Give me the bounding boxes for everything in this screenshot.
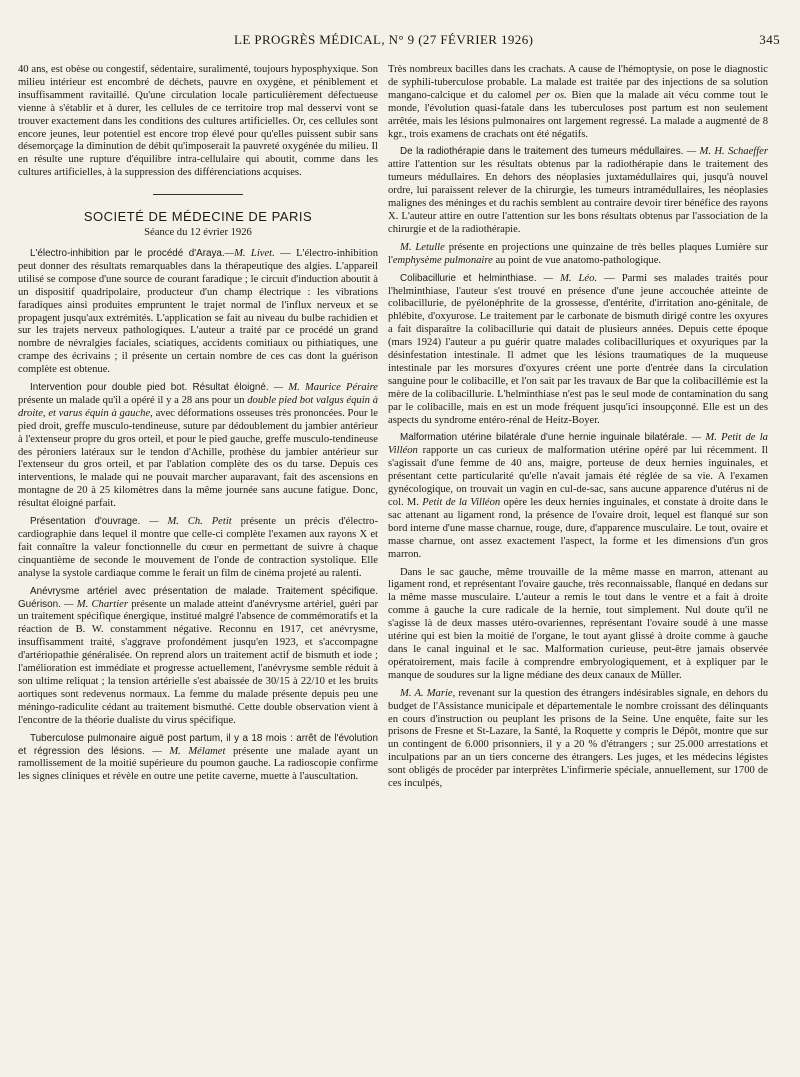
article-author: — M. Petit de la Villéon	[388, 432, 768, 457]
article-body: présente un précis d'électro-cardiographie dans lequel il montre que celle-ci complète l'examen aux rayons X et fait connaître la valeur fonctionnelle du cœur en permettant de suivre à chaque cinquantième de seconde le mouvement de l'onde de contraction systolique. Elle analyse la systole cardiaque comme le ferait un film de cinéma projeté au ralenti.	[18, 516, 379, 579]
article-italic: double pied bot valgus équin à droite, et varus équin à gauche,	[18, 394, 378, 419]
article-body: présente un malade qu'il a opéré il y a 28 ans pour un	[18, 394, 248, 406]
article-body: Très nombreux bacilles dans les crachats. A cause de l'hémoptysie, on pose le diagnostic de syphili-tuberculose probable. La malade est traitée par des injections de sa solution mangano-calcique et du calomel	[388, 64, 768, 101]
intro-paragraph: 40 ans, est obèse ou congestif, sédentaire, suralimenté, toujours hyposphyxique. Son milieu intérieur est encombré de déchets, pauvre en oxygène, et péniblement et insuffisamment ravitaillé. Qu'une circulation locale particulièrement défectueuse vienne à s'établir et à durer, les cellules de ce territoire trop mal desservi vont se trouver exactement dans les conditions des cultures artificielles. Or, ces cellules sont encore jeunes, leur potentiel est encore trop élevé pour qu'elles puissent subir sans désemorçage la diminution de débit qu'imposerait la pauvreté oxygénée du milieu. Il en résulte une rupture d'équilibre intra-cellulaire qui aboutit, comme dans les cultures artificielles, à la suppression des différenciations acquises.	[18, 64, 378, 179]
article-body: — Parmi ses malades traités pour l'helminthiase, l'auteur s'est trouvé en présence d'une jeune accouchée atteinte de colibacillurie, de pyélonéphrite de la grossesse, d'entérite, d'irritation ano-génitale, de phlébite, d'oxyurose. Le traitement par le carbonate de bismuth dirigé contre les oxyures a fait disparaître la colibacillurie qui datait de plusieurs années. Depuis cette époque (mars 1924) l'auteur a pu guérir quatre malades colibacilluriques et oxyuriques par la désinfestation intestinale. Il admet que les lésions traumatiques de la muqueuse intestinale par les morsures d'oxyures créent une porte d'entrée dans la circulation sanguine pour le colibacille, et l'on sait par les travaux de Bar que la colibacillémie est la mère de la colibacillurie. L'helminthiase n'est pas le seul mode de contamination du sang par le colibacille, mais en est un mode fréquent jusqu'ici insoupçonné. Elle est un des aspects du syndrome entéro-rénal de Heitz-Boyer.	[388, 272, 769, 426]
article-anevrysme	[18, 586, 378, 728]
article-marie	[388, 688, 768, 791]
article-body: présente en projections une quinzaine de très belles plaques Lumière sur l'	[388, 241, 769, 266]
article-author: —M. Livet.	[224, 247, 275, 259]
article-body: rapporte un cas curieux de malformation utérine opéré par lui récemment. Il s'agissait d'une femme de 40 ans, maigre, porteuse de deux hernies inguinales, et présentant cette particularité qu'elle n'avait jamais été réglée de sa vie. A l'examen gynécologique, on trouvait un vagin en cul-de-sac, sans aucune apparence d'utérus ni de col. M.	[388, 445, 768, 508]
article-heading: Tuberculose pulmonaire aiguë post partum, il y a 18 mois : arrêt de l'évolution et régression des lésions.	[18, 732, 378, 757]
article-radiotherapie	[388, 146, 768, 236]
section-date: Séance du 12 évrier 1926	[144, 227, 252, 239]
article-malformation-continued: Dans le sac gauche, même trouvaille de la même masse en marron, attenant au ligament rond, et représentant l'ovaire gauche, très reconnaissable, flanqué en dedans sur la même masse musculaire. L'auteur a remis le tout dans le ventre et a fait à droite comme à gauche la cure radicale de la hernie, tout simplement. Nul doute qu'il ne s'agisse là de deux masses utéro-ovariennes, représentant l'ovaire soudé à une masse utérine qui est bien la moitié de l'organe, le tout ayant glissé à droite comme à gauche dans le canal inguinal et le sac. Malformation curieuse, peut-être jamais observée opératoirement, mais facile à comprendre embryologiquement, et à expliquer par le manque de soudures sur la ligne médiane des deux canaux de Müller.	[388, 566, 768, 681]
article-italic: Petit de la Villéon	[422, 497, 501, 508]
article-body: , revenant sur la question des étrangers indésirables signale, en dehors du budget de l'Assistance municipale et départementale le nombre croissant des délinquants en cours d'instruction ou peuplant les prisons de la Seine. Une enquête, faite sur les prisons de Fresne et St-Lazare, la Santé, la Roquette y compris le Dépôt, montre que sur un contingent de 6.000 prisonniers, il y a 20 % d'étrangers ; sur 25.000 arrestations et inculpations par an un tiers concerne des étrangers. Les juges, et les médecins légistes sont obligés de procéder par interprètes L'infirmerie spéciale, annuellement, sur 1700 de ces inculpés,	[388, 687, 768, 790]
article-heading: L'électro-inhibition par le procédé d'Araya.	[30, 247, 225, 259]
article-tuberculose	[18, 733, 378, 785]
page-number: 345	[759, 32, 780, 47]
article-author: — M. Chartier	[60, 598, 128, 610]
article-letulle	[388, 242, 768, 268]
section-divider	[153, 194, 243, 195]
article-body: présente une malade ayant un ramollissement de la moitié supérieure du poumon gauche. La radioscopie confirme les signes cliniques et révèle en outre une petite caverne, muette à l'auscultation.	[18, 745, 378, 783]
article-author: M. A. Marie	[400, 687, 453, 699]
society-section-heading	[18, 194, 378, 240]
left-column	[18, 64, 378, 789]
article-body: attire l'attention sur les résultats obtenus par la radiothérapie dans le traitement des tumeurs médullaires. En dehors des néoplasies juxtamédullaires qui, jusqu'à nouvel ordre, lui paraissent relever de la chirurgie, les tumeurs intramédullaires, les néoplasies malignes des méninges et du rachis semblent au contraire devoir tirer bénéfice des rayons X. L'auteur attire en outre l'attention sur les bons résultats obtenus par l'association de la chirurgie et de la radiothérapie.	[388, 159, 768, 235]
article-heading: Anévrysme artériel avec présentation de malade. Traitement spécifique. Guérison.	[18, 585, 378, 610]
article-body: Bien que la malade ait vécu comme tout le monde, l'évolution quasi-fatale dans les tuberculoses post partum est non seulement arrêtée, mais les lésions pulmonaires ont largement regressé. La malade a augmenté de 8 kgr., trois examens de crachats ont été négatifs.	[388, 89, 769, 140]
article-ouvrage	[18, 516, 378, 581]
article-author: — M. Mélamet	[144, 745, 226, 757]
article-body: au point de vue anatomo-pathologique.	[492, 254, 662, 266]
continuation-paragraph	[388, 64, 768, 141]
article-heading: De la radiothérapie dans le traitement des tumeurs médullaires.	[400, 146, 684, 158]
article-italic: emphysème pulmonaire	[392, 254, 493, 266]
article-heading: Colibacillurie et helminthiase.	[400, 272, 537, 284]
article-malformation	[388, 432, 768, 561]
article-electro-inhibition	[18, 248, 378, 377]
article-body: opère les deux hernies inguinales, et constate à droite dans le sac attenant au ligament rond, la présence de l'ovaire droit, lequel est flanqué sur son bord interne d'une masse charnue, rouge, dure, d'apparence musculaire. Le tout, ovaire et masse charnue, ont assez exactement l'aspect, la forme et les dimensions d'un gros marron.	[388, 497, 768, 560]
article-pied-bot	[18, 382, 378, 511]
article-author: — M. H. Schaeffer	[683, 146, 768, 158]
right-column	[388, 64, 768, 796]
article-author: — M. Léo.	[536, 272, 598, 284]
article-body: présente un malade atteint d'anévrysme artériel, guéri par un traitement spécifique énergique, institué malgré l'absence de commémoratifs et la réaction de B. W. constamment négative. Reconnu en 1917, cet anévrysme, insuffisamment traité, s'aggrave profondément jusqu'en 1923, et s'accompagne d'artériopathie généralisée. On reprend alors un traitement actif de bismuth et iode ; l'amélioration est immédiate et progresse actuellement, l'anévrysme semble réduit à son ultime reliquat ; la tension artérielle s'est abaissée de 30/15 à 22/10 et les bruits aortiques sont redevenus normaux. La femme du malade présente depuis peu une méningo-radiculite cédant au traitement bismuthé. Cette double observation vient à l'encontre de la théorie dualiste du virus spécifique.	[18, 598, 378, 726]
running-title: LE PROGRÈS MÉDICAL, N° 9 (27 FÉVRIER 1926)	[234, 32, 534, 47]
article-author: M. Letulle	[400, 241, 445, 253]
article-italic: per os.	[535, 89, 567, 101]
article-author: — M. Ch. Petit	[140, 516, 232, 528]
article-body: avec déformations osseuses très prononcées. Pour le pied droit, greffe musculo-tendineuse, suture par dédoublement du jambier antérieur à l'extenseur propre du gros orteil, et pour le pied gauche, greffe musculo-tendineuse des péroniers latéraux sur le tendon d'Achille, prothèse du jambier antérieur sur l'extenseur du gros orteil, et par l'ablation complète des os du tarse. Depuis ces interventions, le malade qui ne pouvait marcher auparavant, fait des ascensions en montagne de 20 à 25 kilomètres dans la même journée sans aucune fatigue. Donc, résultat éloigné parfait.	[18, 407, 379, 510]
article-heading: Malformation utérine bilatérale d'une hernie inguinale bilatérale.	[400, 432, 688, 444]
article-colibacillurie	[388, 273, 768, 428]
article-author: — M. Maurice Péraire	[268, 382, 379, 394]
article-heading: Intervention pour double pied bot. Résultat éloigné.	[30, 382, 269, 394]
article-body: — L'électro-inhibition peut donner des résultats remarquables dans la thérapeutique des algies. L'appareil utilisé se compose d'une source de courant faradique ; le circuit d'induction aboutit à un dispositif quadripolaire, producteur d'un champ électrique : les vibrations faradiques ainsi produites empruntent le trajet normal de l'influx nerveux et se propagent jusqu'aux extrémités. L'application se fait au niveau du bulbe rachidien et sur les trajets nerveux pathologiques. L'auteur a traité par ce procédé un grand nombre de névralgies faciales, sciatiques, accidents comitiaux ou pithiatiques, une crampe des écrivains ; il présente un certain nombre de ces cas dont la guérison complète est obtenue.	[18, 247, 379, 376]
article-heading: Présentation d'ouvrage.	[30, 516, 141, 528]
section-title: SOCIETÉ DE MÉDECINE DE PARIS	[83, 209, 313, 225]
